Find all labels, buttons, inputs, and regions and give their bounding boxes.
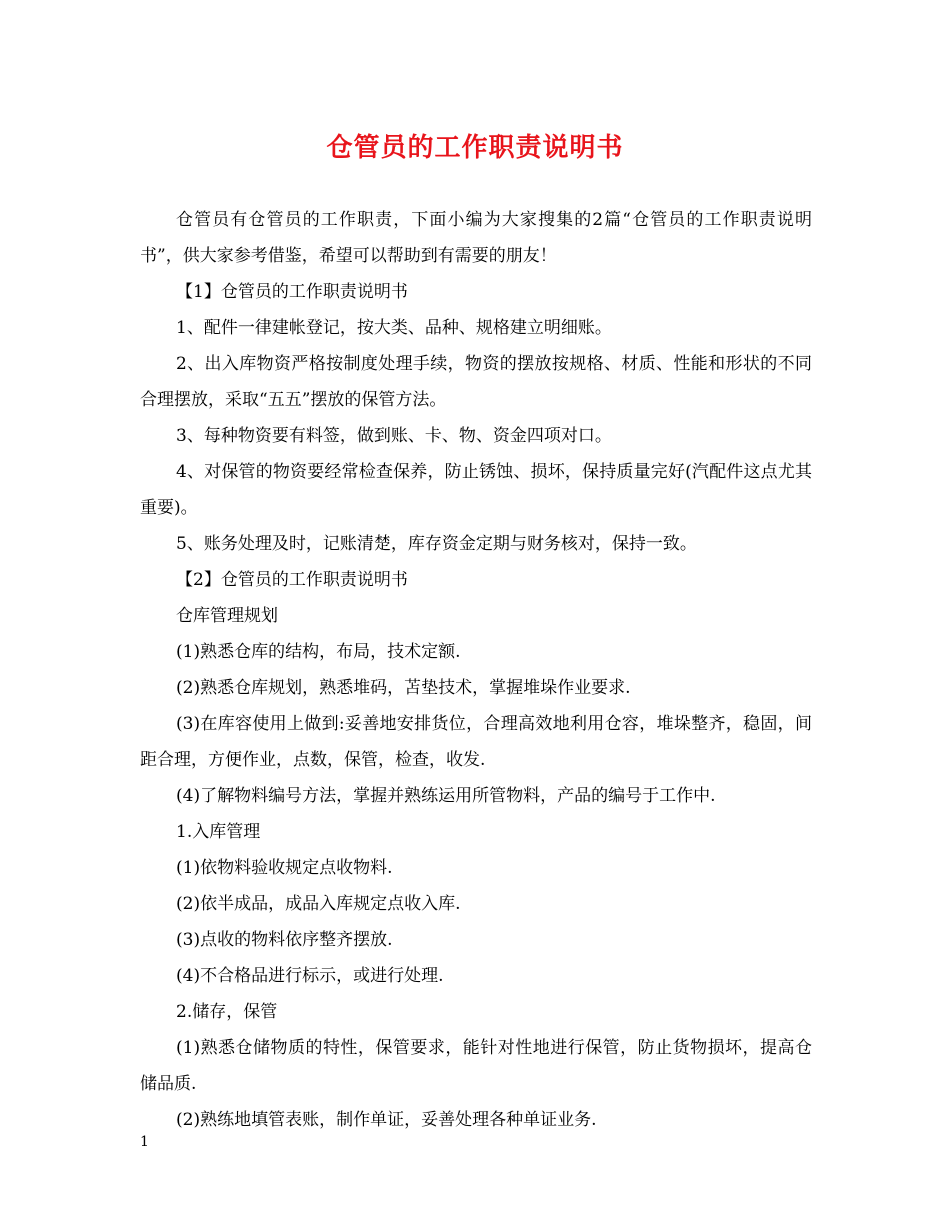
subsection-inbound: 1.入库管理 (176, 822, 261, 842)
duty-item-2: 2、出入库物资严格按制度处理手续，物资的摆放按规格、材质、性能和形状的不同合理摆放，采取“五五”摆放的保管方法。 (140, 354, 812, 410)
section-heading-1: 【1】仓管员的工作职责说明书 (176, 282, 408, 302)
duty-item-5: 5、账务处理及时，记账清楚，库存资金定期与财务核对，保持一致。 (176, 534, 697, 554)
duty-item-3: 3、每种物资要有料签，做到账、卡、物、资金四项对口。 (176, 426, 612, 446)
section-heading-2: 【2】仓管员的工作职责说明书 (176, 570, 408, 590)
inbound-item-2: (2)依半成品，成品入库规定点收入库. (176, 894, 461, 914)
duty-item-1: 1、配件一律建帐登记，按大类、品种、规格建立明细账。 (176, 318, 612, 338)
intro-paragraph: 仓管员有仓管员的工作职责，下面小编为大家搜集的2篇“仓管员的工作职责说明书”，供大家参考借鉴，希望可以帮助到有需要的朋友！ (140, 210, 812, 266)
storage-item-2: (2)熟练地填管表账，制作单证，妥善处理各种单证业务. (176, 1110, 597, 1130)
planning-item-4: (4)了解物料编号方法，掌握并熟练运用所管物料，产品的编号于工作中. (176, 786, 716, 806)
subsection-warehouse-planning: 仓库管理规划 (176, 606, 278, 626)
page-number: 1 (140, 1134, 149, 1150)
storage-item-1: (1)熟悉仓储物质的特性，保管要求，能针对性地进行保管，防止货物损坏，提高仓储品质. (140, 1038, 812, 1094)
subsection-storage: 2.储存，保管 (176, 1002, 278, 1022)
inbound-item-4: (4)不合格品进行标示，或进行处理. (176, 966, 444, 986)
inbound-item-1: (1)依物料验收规定点收物料. (176, 858, 393, 878)
planning-item-1: (1)熟悉仓库的结构，布局，技术定额. (176, 642, 461, 662)
document-body (140, 202, 812, 1138)
inbound-item-3: (3)点收的物料依序整齐摆放. (176, 930, 393, 950)
planning-item-2: (2)熟悉仓库规划，熟悉堆码，苫垫技术，掌握堆垛作业要求. (176, 678, 631, 698)
document-title: 仓管员的工作职责说明书 (326, 133, 624, 163)
duty-item-4: 4、对保管的物资要经常检查保养，防止锈蚀、损坏，保持质量完好(汽配件这点尤其重要)。 (140, 462, 812, 518)
planning-item-3: (3)在库容使用上做到:妥善地安排货位，合理高效地利用仓容，堆垛整齐，稳固，间距合理，方便作业，点数，保管，检查，收发. (140, 714, 812, 770)
